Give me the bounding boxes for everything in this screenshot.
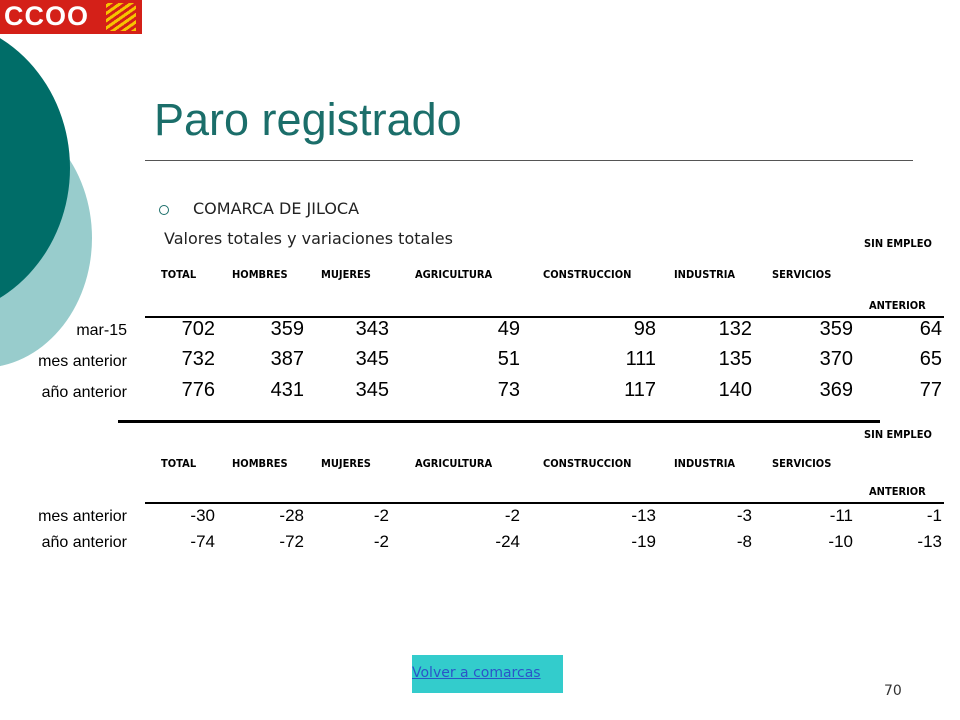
table-cell: 140	[718, 379, 752, 401]
col-header-mujeres: MUJERES	[321, 268, 371, 281]
table-cell: 343	[355, 318, 389, 340]
table-cell: 135	[718, 348, 752, 370]
table-cell: -1	[926, 506, 942, 525]
table-cell: 359	[270, 318, 304, 340]
table-cell: 369	[819, 379, 853, 401]
table-cell: -11	[829, 506, 853, 525]
table-cell: 117	[624, 379, 656, 401]
table-cell: -10	[828, 532, 853, 551]
col-header-anterior: ANTERIOR	[869, 299, 926, 312]
page-title: Paro registrado	[154, 94, 462, 145]
table-cell: 359	[819, 318, 853, 340]
page-number: 70	[884, 683, 902, 699]
table-cell: -19	[631, 532, 656, 551]
table-caption: Valores totales y variaciones totales	[164, 229, 453, 248]
col-header-industria: INDUSTRIA	[674, 457, 736, 470]
table-cell: -8	[736, 532, 752, 551]
table-cell: -2	[373, 506, 389, 525]
table-cell: 65	[919, 348, 942, 370]
col-header-servicios: SERVICIOS	[772, 268, 832, 281]
col-header-construccion: CONSTRUCCION	[543, 457, 632, 470]
bullet-circle-icon	[159, 205, 169, 215]
row-label-ano-anterior: año anterior	[41, 384, 127, 401]
table-cell: 345	[355, 379, 389, 401]
table-cell: 98	[633, 318, 656, 340]
table-cell: -2	[373, 532, 389, 551]
table-cell: 431	[270, 379, 304, 401]
col-header-mujeres: MUJERES	[321, 457, 371, 470]
col-header-sin-empleo: SIN EMPLEO	[864, 237, 932, 250]
table-cell: 64	[919, 318, 942, 340]
row-label-ano-anterior: año anterior	[41, 534, 127, 551]
col-header-total: TOTAL	[161, 457, 197, 470]
table-cell: -28	[279, 506, 304, 525]
table-cell: 49	[497, 318, 520, 340]
title-divider	[145, 160, 913, 161]
table-cell: 111	[625, 348, 656, 370]
row-label-mes-anterior: mes anterior	[38, 508, 127, 525]
col-header-total: TOTAL	[161, 268, 197, 281]
table-cell: 776	[181, 379, 215, 401]
ccoo-logo	[0, 0, 142, 34]
col-header-hombres: HOMBRES	[232, 268, 288, 281]
table-cell: 702	[181, 318, 215, 340]
row-label-mes-anterior: mes anterior	[38, 353, 127, 370]
table-cell: -24	[495, 532, 520, 551]
col-header-agricultura: AGRICULTURA	[415, 457, 493, 470]
col-header-sin-empleo: SIN EMPLEO	[864, 428, 932, 441]
table-cell: 732	[181, 348, 215, 370]
col-header-servicios: SERVICIOS	[772, 457, 832, 470]
region-heading: COMARCA DE JILOCA	[193, 199, 360, 218]
table-cell: -74	[190, 532, 215, 551]
row-label-mar-15: mar-15	[76, 322, 127, 339]
table-cell: 51	[497, 348, 520, 370]
table-cell: -13	[631, 506, 656, 525]
col-header-anterior: ANTERIOR	[869, 485, 926, 498]
logo-text: CCOO	[4, 1, 89, 31]
table-cell: 387	[270, 348, 304, 370]
table-cell: -72	[279, 532, 304, 551]
col-header-agricultura: AGRICULTURA	[415, 268, 493, 281]
table-cell: 77	[919, 379, 942, 401]
back-to-comarcas-link[interactable]: Volver a comarcas	[412, 665, 541, 681]
table-cell: -13	[917, 532, 942, 551]
col-header-industria: INDUSTRIA	[674, 268, 736, 281]
col-header-hombres: HOMBRES	[232, 457, 288, 470]
table-cell: -3	[736, 506, 752, 525]
table-cell: 73	[497, 379, 520, 401]
table-cell: 370	[819, 348, 853, 370]
back-to-comarcas-button[interactable]	[412, 655, 563, 693]
table-header-rule	[145, 502, 944, 504]
table-cell: -2	[504, 506, 520, 525]
section-divider	[118, 420, 880, 423]
table-cell: -30	[190, 506, 215, 525]
table-cell: 132	[718, 318, 752, 340]
table-cell: 345	[355, 348, 389, 370]
col-header-construccion: CONSTRUCCION	[543, 268, 632, 281]
aragon-flag-icon	[106, 3, 136, 31]
